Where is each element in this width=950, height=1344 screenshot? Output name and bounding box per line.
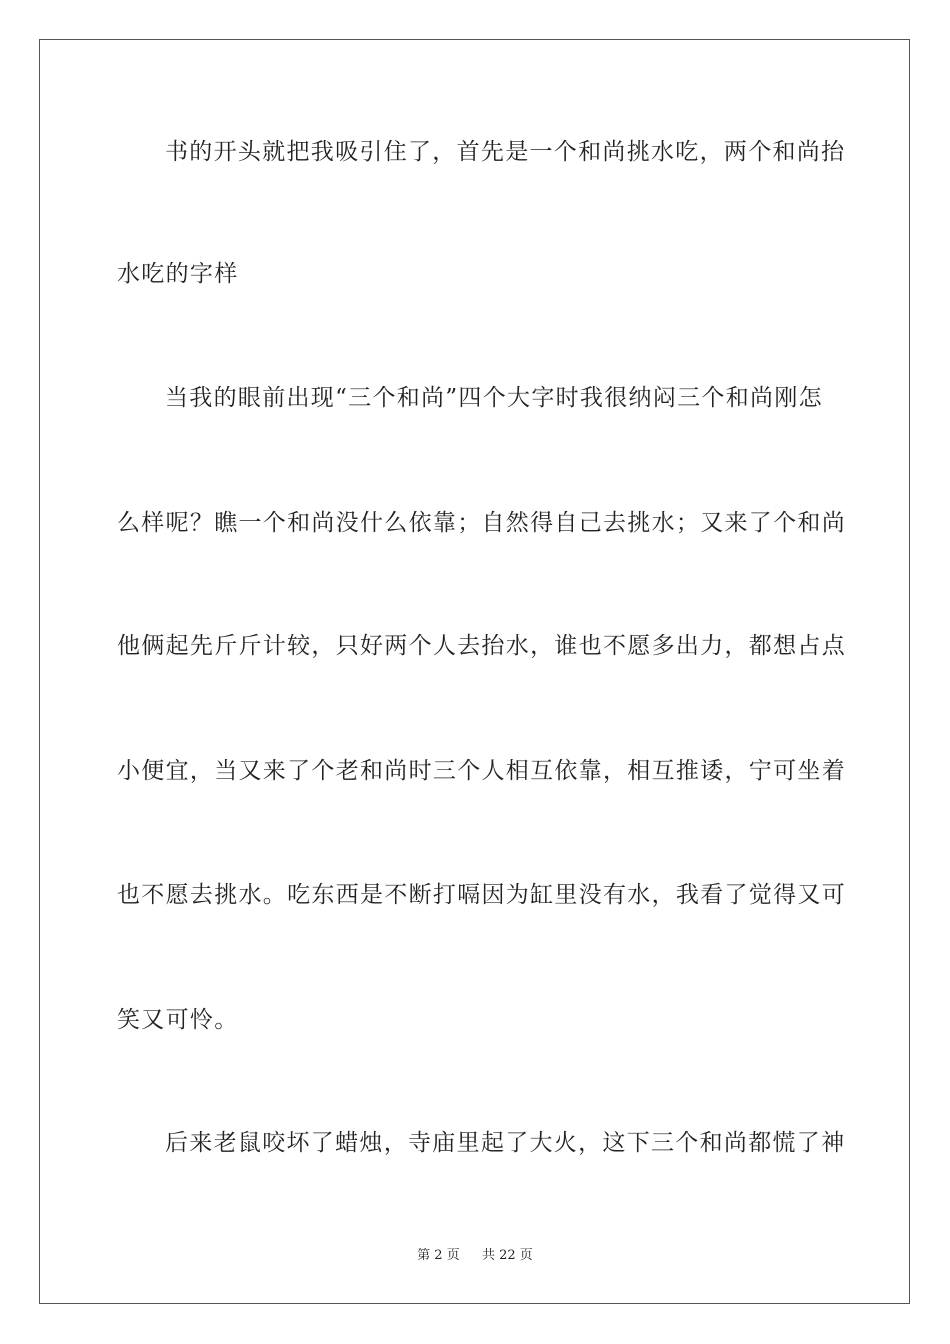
paragraph-2-line-4: 小便宜，当又来了个老和尚时三个人相互依靠，相互推诿，宁可坐着 [117, 758, 846, 784]
paragraph-2-line-1: 当我的眼前出现“三个和尚”四个大字时我很纳闷三个和尚刚怎 [165, 385, 823, 411]
paragraph-2-line-3: 他俩起先斤斤计较，只好两个人去抬水，谁也不愿多出力，都想占点 [117, 633, 846, 659]
paragraph-2-line-5: 也不愿去挑水。吃东西是不断打嗝因为缸里没有水，我看了觉得又可 [117, 882, 846, 908]
page-number: 第 2 页 [417, 1248, 460, 1263]
paragraph-3-line-1: 后来老鼠咬坏了蜡烛，寺庙里起了大火，这下三个和尚都慌了神 [165, 1130, 846, 1156]
paragraph-2-line-2: 么样呢？瞧一个和尚没什么依靠；自然得自己去挑水；又来了个和尚 [117, 510, 846, 536]
page-footer [0, 1246, 950, 1266]
total-pages: 共 22 页 [482, 1248, 533, 1263]
page-border [39, 39, 910, 1304]
paragraph-1-line-2: 水吃的字样 [117, 261, 239, 287]
paragraph-2-line-6: 笑又可怜。 [117, 1007, 239, 1033]
paragraph-1-line-1: 书的开头就把我吸引住了，首先是一个和尚挑水吃，两个和尚抬 [165, 139, 846, 165]
